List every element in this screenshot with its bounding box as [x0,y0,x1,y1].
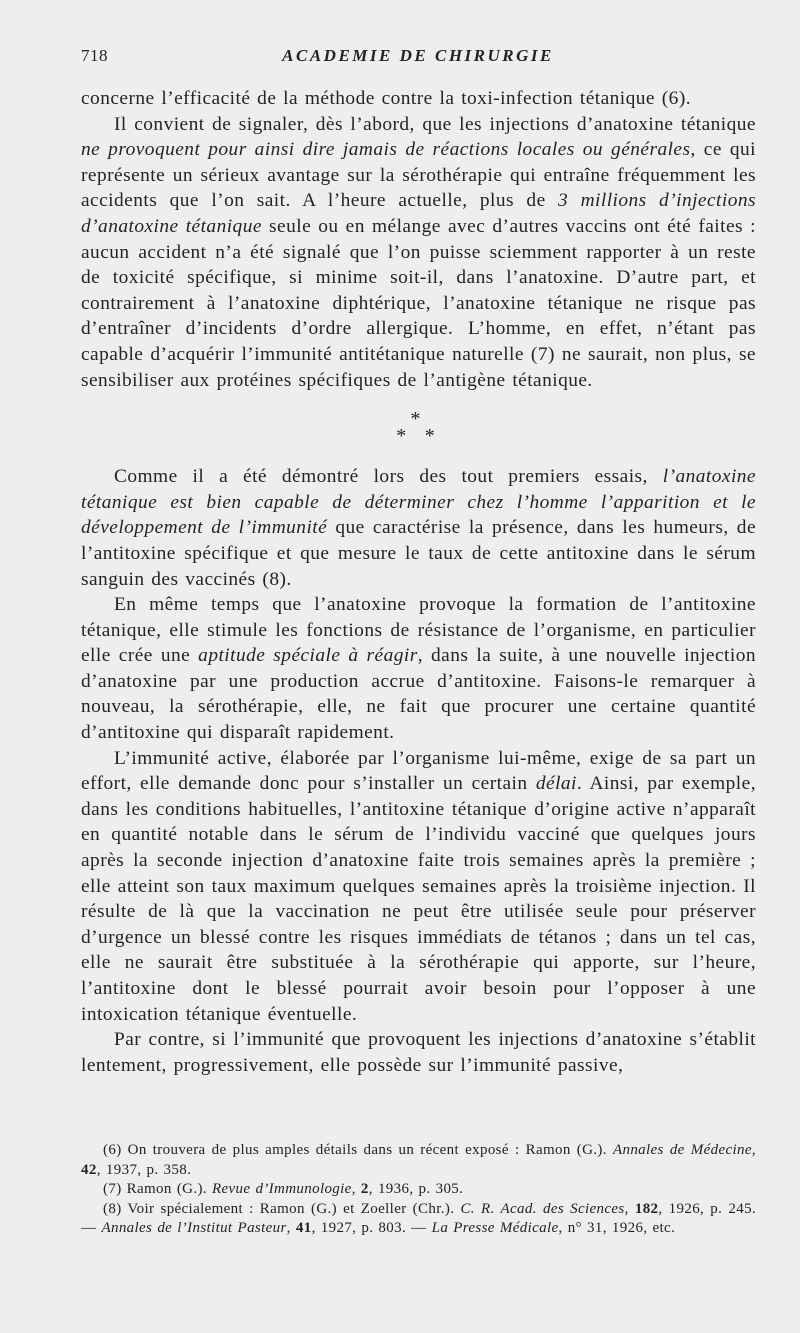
text-run: , dans la suite, à une nouvelle injection d’anatoxine par une production accrue d’antitoxine. Faisons-le remarquer à nouveau, la sérothérapie, elle, ne fait que procurer une certaine quantité d’antitoxine qui disparaît rapidement. [81,645,756,744]
paragraph [81,464,756,592]
bold-run: 41 [295,1220,312,1236]
text-run: , [751,1142,756,1158]
text-run: (6) On trouvera de plus amples détails dans un récent exposé : Ramon (G.). [103,1142,613,1158]
text-run: concerne l’efficacité de la méthode contre la toxi-infection tétanique (6). [81,88,692,109]
paragraph [81,112,756,394]
italic-run: ne provoquent pour ainsi dire jamais de réactions locales ou générales [81,139,691,161]
text-run: En même temps que l’anatoxine provoque la formation de l’antitoxine tétanique, elle stimule les fonctions de résistance de l’organisme, en particulier elle crée une [81,594,756,667]
bold-run: 2 [360,1181,369,1197]
bold-run: 182 [634,1200,659,1217]
separator-star-top: * [410,408,427,431]
text-run: , 1936, p. 305. [368,1181,464,1197]
text-run: Il convient de signaler, dès l’abord, que les injections d’anatoxine tétanique [114,113,756,135]
footnote-7 [81,1180,756,1200]
paragraph [81,1027,756,1078]
text-run: , [351,1181,361,1197]
text-run: , n° 31, 1926, etc. [558,1220,676,1236]
text-run: Par contre, si l’immunité que provoquent les injections d’anatoxine s’établit lentement, progressivement, elle possède sur l’immunité passive, [81,1029,756,1076]
text-run: , ce qui représente un sérieux avantage sur la sérothérapie qui entraîne fréquemment les accidents que l’on sait. A l’heure actuelle, plus de [81,139,756,212]
paragraph [81,86,756,112]
italic-run: Annales de l’Institut Pasteur [101,1220,287,1236]
text-run: , [624,1200,635,1217]
text-run: . Ainsi, par exemple, dans les conditions habituelles, l’antitoxine tétanique d’origine active n’apparaît en quantité notable dans le sérum de l’individu vacciné que quelques jours après la seconde injection d’anatoxine faite trois semaines après la première ; elle atteint son taux maximum quelques semaines après la troisième injection. Il résulte de là que la vaccination ne peut être utilisée seule pour préserver d’urgence un blessé contre les risques immédiats de tétanos ; dans un tel cas, elle ne saurait être substituée à la sérothérapie qui apporte, sur l’heure, l’antitoxine dont le blessé pourrait avoir besoin pour l’opposer à une intoxication tétanique éventuelle. [81,773,756,1025]
italic-run: La Presse Médicale [431,1220,559,1236]
text-run: (8) Voir spécialement : Ramon (G.) et Zoeller (Chr.). [103,1200,461,1217]
text-run: que caractérise la présence, dans les humeurs, de l’antitoxine spécifique et que mesure le taux de cette antitoxine dans le sérum sanguin des vaccinés (8). [81,517,757,590]
italic-run: C. R. Acad. des Sciences [460,1200,625,1217]
footnotes [81,1141,756,1239]
separator-stars-bottom: * * [396,425,441,448]
section-separator [81,408,756,448]
text-run: , 1937, p. 358. [96,1161,192,1178]
running-head: ACADEMIE DE CHIRURGIE [282,46,554,65]
page-header [81,46,755,72]
italic-run: 3 millions d’injections d’anatoxine tétanique [81,190,757,237]
text-run: , [286,1220,296,1236]
page-number: 718 [81,46,108,65]
italic-run: aptitude spéciale à réagir [198,645,418,667]
text-run: L’immunité active, élaborée par l’organisme lui-même, exige de sa part un effort, elle demande donc pour s’installer un certain [81,747,756,795]
text-run: seule ou en mélange avec d’autres vaccins ont été faites : aucun accident n’a été signalé que l’on puisse sciemment rapporter à un reste de toxicité spécifique, si minime soit-il, dans l’anatoxine. D’autre part, et contrairement à l’anatoxine diphtérique, l’anatoxine tétanique ne risque pas d’entraîner d’incidents d’ordre allergique. L’homme, en effet, n’étant pas capable d’acquérir l’immunité antitétanique naturelle (7) ne saurait, non plus, se sensibiliser aux protéines spécifiques de l’antigène tétanique. [81,215,756,391]
italic-run: Annales de Médecine [612,1142,752,1158]
paragraph [81,592,756,746]
italic-run: l’anatoxine tétanique est bien capable de déterminer chez l’homme l’apparition et le développement de l’immunité [81,466,756,539]
bold-run: 42 [81,1161,97,1178]
footnote-6 [81,1141,756,1180]
italic-run: Revue d’Immunologie [212,1181,352,1197]
footnote-8 [81,1200,756,1239]
text-run: , 1926, p. 245. — [81,1200,757,1236]
text-run: , 1927, p. 803. — [311,1220,432,1236]
text-run: Comme il a été démontré lors des tout premiers essais, [114,466,663,488]
paragraph [81,746,756,1028]
body-text [81,86,756,1078]
text-run: (7) Ramon (G.). [103,1181,212,1197]
italic-run: délai [535,773,577,795]
